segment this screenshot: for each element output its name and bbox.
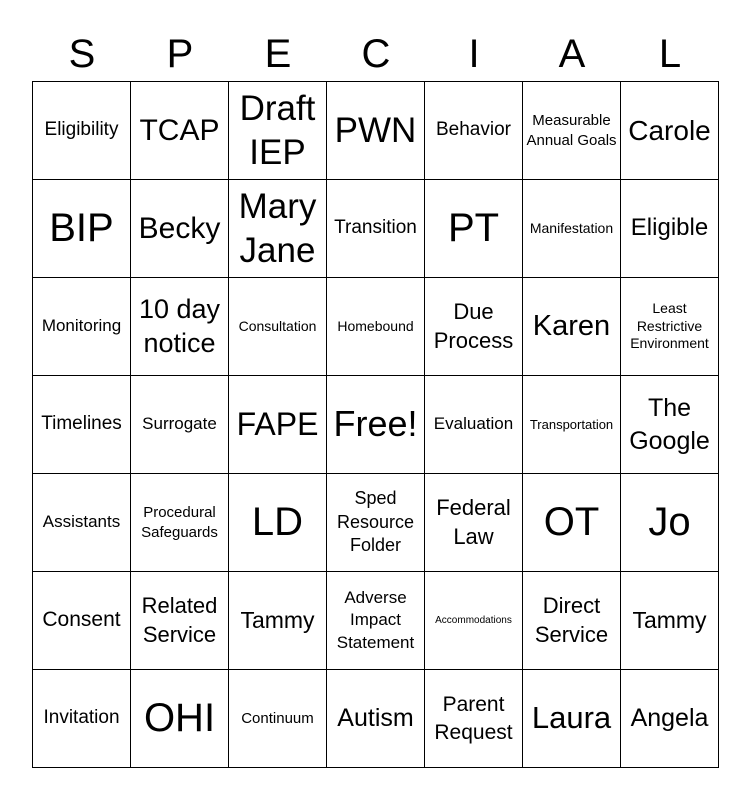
bingo-cell[interactable] <box>523 180 621 278</box>
bingo-cell[interactable] <box>425 474 523 572</box>
cell-label: PWN <box>334 110 417 150</box>
bingo-cell[interactable] <box>33 278 131 376</box>
bingo-cell[interactable] <box>327 670 425 768</box>
cell-label: OT <box>543 499 600 544</box>
cell-label: Eligible <box>630 214 709 242</box>
bingo-board <box>32 81 719 768</box>
cell-label: LD <box>251 499 304 544</box>
bingo-cell[interactable] <box>33 180 131 278</box>
cell-label: Federal Law <box>436 494 511 549</box>
header-letter: A <box>558 32 586 76</box>
bingo-cell[interactable] <box>425 180 523 278</box>
cell-label: Transportation <box>529 416 614 432</box>
bingo-cell[interactable] <box>131 474 229 572</box>
cell-label: Invitation <box>43 707 120 729</box>
cell-label: Mary Jane <box>238 186 317 270</box>
bingo-cell[interactable] <box>425 82 523 180</box>
cell-label: Free! <box>333 403 418 445</box>
cell-label: Parent Request <box>434 693 513 744</box>
bingo-cell[interactable] <box>229 670 327 768</box>
bingo-cell[interactable] <box>33 376 131 474</box>
cell-label: Assistants <box>42 512 121 532</box>
bingo-cell[interactable] <box>131 82 229 180</box>
cell-label: Direct Service <box>534 592 609 647</box>
cell-label: Homebound <box>337 318 414 335</box>
bingo-cell[interactable] <box>523 474 621 572</box>
bingo-cell[interactable] <box>131 376 229 474</box>
cell-label: Becky <box>138 211 221 245</box>
cell-label: PT <box>447 205 500 250</box>
bingo-cell[interactable] <box>523 278 621 376</box>
cell-label: Timelines <box>41 413 122 435</box>
bingo-cell[interactable] <box>131 278 229 376</box>
bingo-cell[interactable] <box>229 376 327 474</box>
bingo-cell[interactable] <box>523 572 621 670</box>
bingo-header <box>33 26 719 82</box>
cell-label: BIP <box>49 205 114 250</box>
bingo-cell[interactable] <box>425 670 523 768</box>
bingo-cell[interactable] <box>425 376 523 474</box>
cell-label: Surrogate <box>142 414 217 434</box>
cell-label: OHI <box>143 695 216 740</box>
header-letter: C <box>361 32 391 76</box>
header-letter: L <box>658 32 682 76</box>
cell-label: TCAP <box>139 113 220 147</box>
bingo-cell[interactable] <box>33 474 131 572</box>
cell-label: Transition <box>334 217 417 239</box>
cell-label: Karen <box>532 310 611 343</box>
cell-label: 10 day notice <box>138 293 221 358</box>
bingo-cell[interactable] <box>621 82 719 180</box>
cell-label: Angela <box>630 703 709 732</box>
cell-label: Manifestation <box>529 220 614 237</box>
cell-label: Due Process <box>433 298 514 353</box>
bingo-cell[interactable] <box>229 572 327 670</box>
cell-label: Accommodations <box>435 614 512 626</box>
cell-label: Laura <box>531 700 612 736</box>
header-letter: S <box>68 32 96 76</box>
cell-label: Procedural Safeguards <box>141 504 218 541</box>
bingo-cell[interactable] <box>131 180 229 278</box>
bingo-cell[interactable] <box>327 82 425 180</box>
bingo-cell[interactable] <box>425 278 523 376</box>
cell-label: Continuum <box>241 709 314 727</box>
bingo-cell[interactable] <box>523 82 621 180</box>
bingo-cell[interactable] <box>621 572 719 670</box>
cell-label: Related Service <box>141 592 218 647</box>
bingo-cell[interactable] <box>621 474 719 572</box>
cell-label: Eligibility <box>44 119 119 141</box>
bingo-cell[interactable] <box>229 278 327 376</box>
bingo-cell[interactable] <box>33 670 131 768</box>
cell-label: Carole <box>628 114 711 146</box>
cell-label: FAPE <box>236 405 319 442</box>
cell-label: Consultation <box>238 318 317 335</box>
cell-label: Evaluation <box>433 414 514 434</box>
cell-label: Tammy <box>240 606 315 633</box>
bingo-cell[interactable] <box>621 278 719 376</box>
bingo-cell[interactable] <box>425 572 523 670</box>
bingo-cell[interactable] <box>131 670 229 768</box>
bingo-cell[interactable] <box>327 474 425 572</box>
cell-label: Monitoring <box>41 316 122 336</box>
bingo-cell[interactable] <box>523 376 621 474</box>
bingo-cell[interactable] <box>33 572 131 670</box>
cell-label: Sped Resource Folder <box>336 488 415 556</box>
bingo-cell[interactable] <box>327 572 425 670</box>
cell-label: Draft IEP <box>239 88 316 172</box>
bingo-cell[interactable] <box>327 180 425 278</box>
bingo-cell[interactable] <box>131 572 229 670</box>
cell-label: Measurable Annual Goals <box>526 112 617 149</box>
bingo-cell[interactable] <box>229 474 327 572</box>
bingo-cell[interactable] <box>621 670 719 768</box>
bingo-cell[interactable] <box>33 82 131 180</box>
bingo-cell[interactable] <box>229 180 327 278</box>
cell-label: Tammy <box>632 606 707 633</box>
bingo-cell[interactable] <box>327 278 425 376</box>
cell-label: The Google <box>629 394 710 455</box>
bingo-cell[interactable] <box>621 376 719 474</box>
cell-label: Behavior <box>436 119 511 141</box>
bingo-cell[interactable] <box>229 82 327 180</box>
bingo-cell[interactable] <box>327 376 425 474</box>
header-letter: E <box>264 32 292 76</box>
cell-label: Jo <box>648 499 691 544</box>
cell-label: Adverse Impact Statement <box>336 588 415 652</box>
cell-label: Consent <box>42 608 121 632</box>
bingo-cell[interactable] <box>621 180 719 278</box>
cell-label: Autism <box>337 703 414 732</box>
cell-label: Least Restrictive Environment <box>630 300 709 352</box>
bingo-cell[interactable] <box>523 670 621 768</box>
header-letter: P <box>166 32 194 76</box>
header-letter: I <box>468 32 480 76</box>
